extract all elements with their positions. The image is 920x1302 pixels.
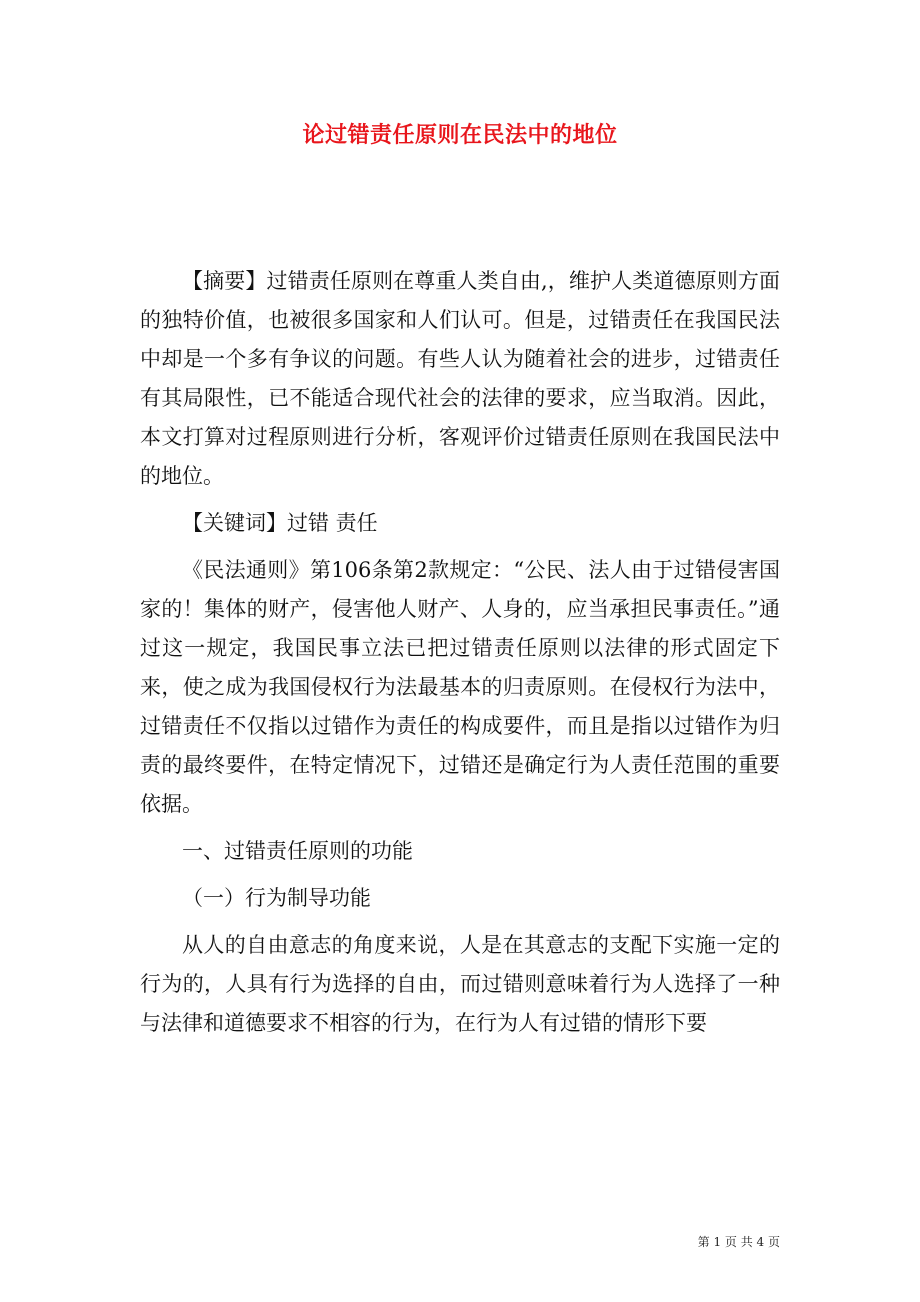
section-heading: 一、过错责任原则的功能 [182,839,413,863]
abstract-paragraph: 【摘要】过错责任原则在尊重人类自由,，维护人类道德原则方面的独特价值，也被很多国家和人们认可。但是，过错责任在我国民法中却是一个多有争议的问题。有些人认为随着社会的进步，过错责任有其局限性，已不能适合现代社会的法律的要求，应当取消。因此，本文打算对过程原则进行分析，客观评价过错责任原则在我国民法中的地位。 [140,269,780,488]
document-body [140,262,780,1051]
body-paragraph: 从人的自由意志的角度来说，人是在其意志的支配下实施一定的行为的，人具有行为选择的自由，而过错则意味着行为人选择了一种与法律和道德要求不相容的行为，在行为人有过错的情形下要 [140,933,780,1035]
keywords-paragraph: 【关键词】过错 责任 [182,511,378,535]
subsection-heading: （一）行为制导功能 [182,886,371,910]
page-number-footer: 第 1 页 共 4 页 [697,1235,780,1249]
body-paragraph: 《民法通则》第106条第2款规定：“公民、法人由于过错侵害国家的！集体的财产，侵害他人财产、人身的，应当承担民事责任。”通过这一规定，我国民事立法已把过错责任原则以法律的形式固定下来，使之成为我国侵权行为法最基本的归责原则。在侵权行为法中，过错责任不仅指以过错作为责任的构成要件，而且是指以过错作为归责的最终要件，在特定情况下，过错还是确定行为人责任范围的重要依据。 [140,558,780,816]
document-title: 论过错责任原则在民法中的地位 [302,122,618,148]
